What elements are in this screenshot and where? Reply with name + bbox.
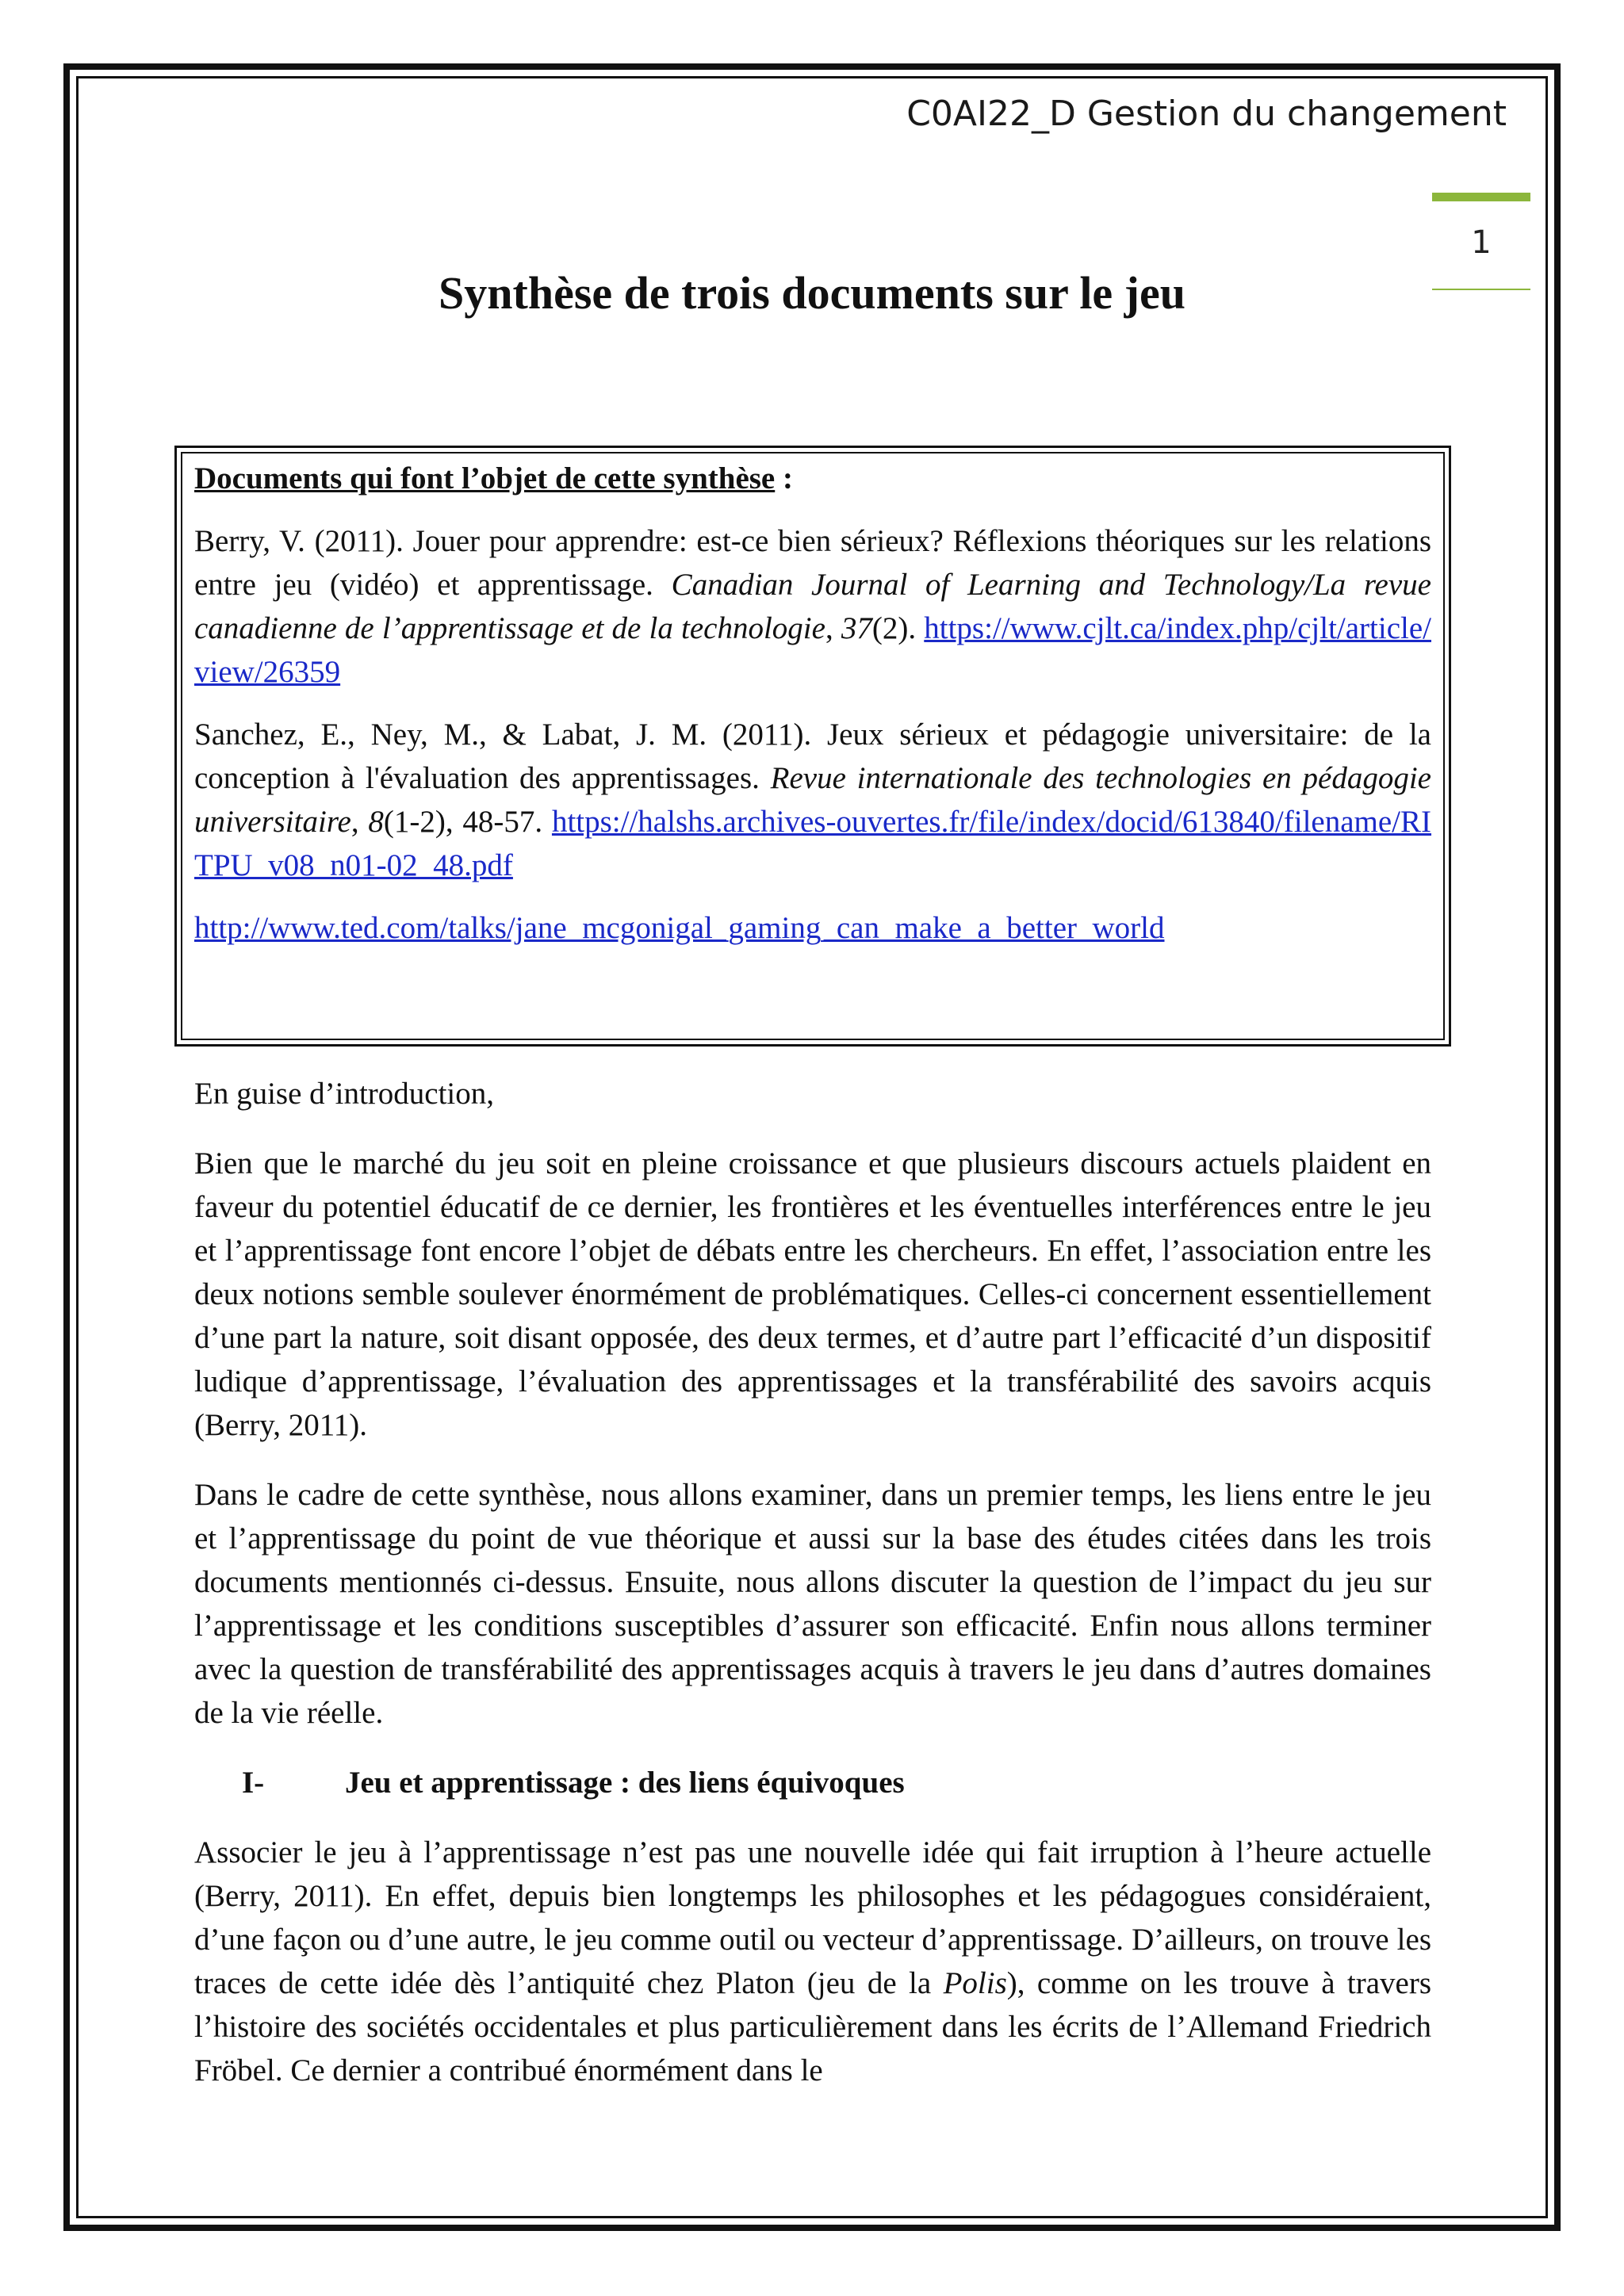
references-heading: Documents qui font l’objet de cette synthèse : <box>194 461 793 496</box>
main-body <box>194 1072 1431 2118</box>
page-number-accent-bar <box>1432 193 1530 201</box>
reference-link-cjlt[interactable]: https://www.cjlt.ca/index.php/cjlt/article/view/26359 <box>194 611 1431 689</box>
section-heading-1 <box>194 1761 1431 1804</box>
paragraph-3: Associer le jeu à l’apprentissage n’est pas une nouvelle idée qui fait irruption à l’heure actuelle (Berry, 2011). En effet, depuis bien longtemps les philosophes et les pédagogues considéraient, d’une façon ou d’une autre, le jeu comme outil ou vecteur d’apprentissage. D’ailleurs, on trouve les traces de cette idée dès l’antiquité chez Platon (jeu de la Polis), comme on les trouve à travers l’histoire des sociétés occidentales et plus particulièrement dans les écrits de l’Allemand Friedrich Fröbel. Ce dernier a contribué énormément dans le <box>194 1835 1432 2087</box>
page-number: 1 <box>1471 224 1492 261</box>
reference-link-ted[interactable]: http://www.ted.com/talks/jane_mcgonigal_gaming_can_make_a_better_world <box>194 911 1165 945</box>
reference-link-halshs[interactable]: https://halshs.archives-ouvertes.fr/file/index/docid/613840/filename/RITPU_v08_n01-02_48.pdf <box>194 805 1432 882</box>
reference-volume: 8 <box>368 805 384 839</box>
section-number: I- <box>242 1766 265 1800</box>
paragraph-1: Bien que le marché du jeu soit en pleine croissance et que plusieurs discours actuels plaident en faveur du potentiel éducatif de ce dernier, les frontières et les éventuelles interférences entre le jeu et l’apprentissage font encore l’objet de débats entre les chercheurs. En effet, l’association entre les deux notions semble soulever énormément de problématiques. Celles-ci concernent essentiellement d’une part la nature, soit disant opposée, des deux termes, et d’autre part l’efficacité d’un dispositif ludique d’apprentissage, l’évaluation des apprentissages et la transférabilité des savoirs acquis (Berry, 2011). <box>194 1146 1431 1442</box>
reference-berry: Berry, V. (2011). Jouer pour apprendre: est-ce bien sérieux? Réflexions théoriques sur les relations entre jeu (vidéo) et apprentissage. Canadian Journal of Learning and Technology/La revue canadienne de l’apprentissage et de la technologie, 37(2). https://www.cjlt.ca/index.php/cjlt/article/view/26359 <box>194 524 1431 689</box>
reference-sanchez: Sanchez, E., Ney, M., & Labat, J. M. (2011). Jeux sérieux et pédagogie universitaire: de la conception à l'évaluation des apprentissages. Revue internationale des technologies en pédagogie universitaire, 8(1-2), 48-57. https://halshs.archives-ouvertes.fr/file/index/docid/613840/filename/RITPU_v08_n01-02_48.pdf <box>194 718 1432 882</box>
paragraph-2: Dans le cadre de cette synthèse, nous allons examiner, dans un premier temps, les liens entre le jeu et l’apprentissage du point de vue théorique et aussi sur la base des études citées dans les trois documents mentionnés ci-dessus. Ensuite, nous allons discuter la question de l’impact du jeu sur l’apprentissage et les conditions susceptibles d’assurer son efficacité. Enfin nous allons terminer avec la question de transférabilité des apprentissages acquis à travers le jeu dans d’autres domaines de la vie réelle. <box>194 1478 1431 1730</box>
header-course-title: C0AI22_D Gestion du changement <box>906 94 1507 134</box>
reference-volume: 37 <box>841 611 872 645</box>
reference-journal: Revue internationale des technologies en pédagogie universitaire <box>194 761 1431 839</box>
document-title: Synthèse de trois documents sur le jeu <box>439 267 1185 319</box>
reference-ted <box>194 906 1431 950</box>
intro-label: En guise d’introduction, <box>194 1077 495 1111</box>
section-title: Jeu et apprentissage : des liens équivoques <box>345 1766 905 1800</box>
reference-journal: Canadian Journal of Learning and Technology/La revue canadienne de l’apprentissage et de la technologie <box>194 568 1431 645</box>
references-box <box>194 457 1431 969</box>
